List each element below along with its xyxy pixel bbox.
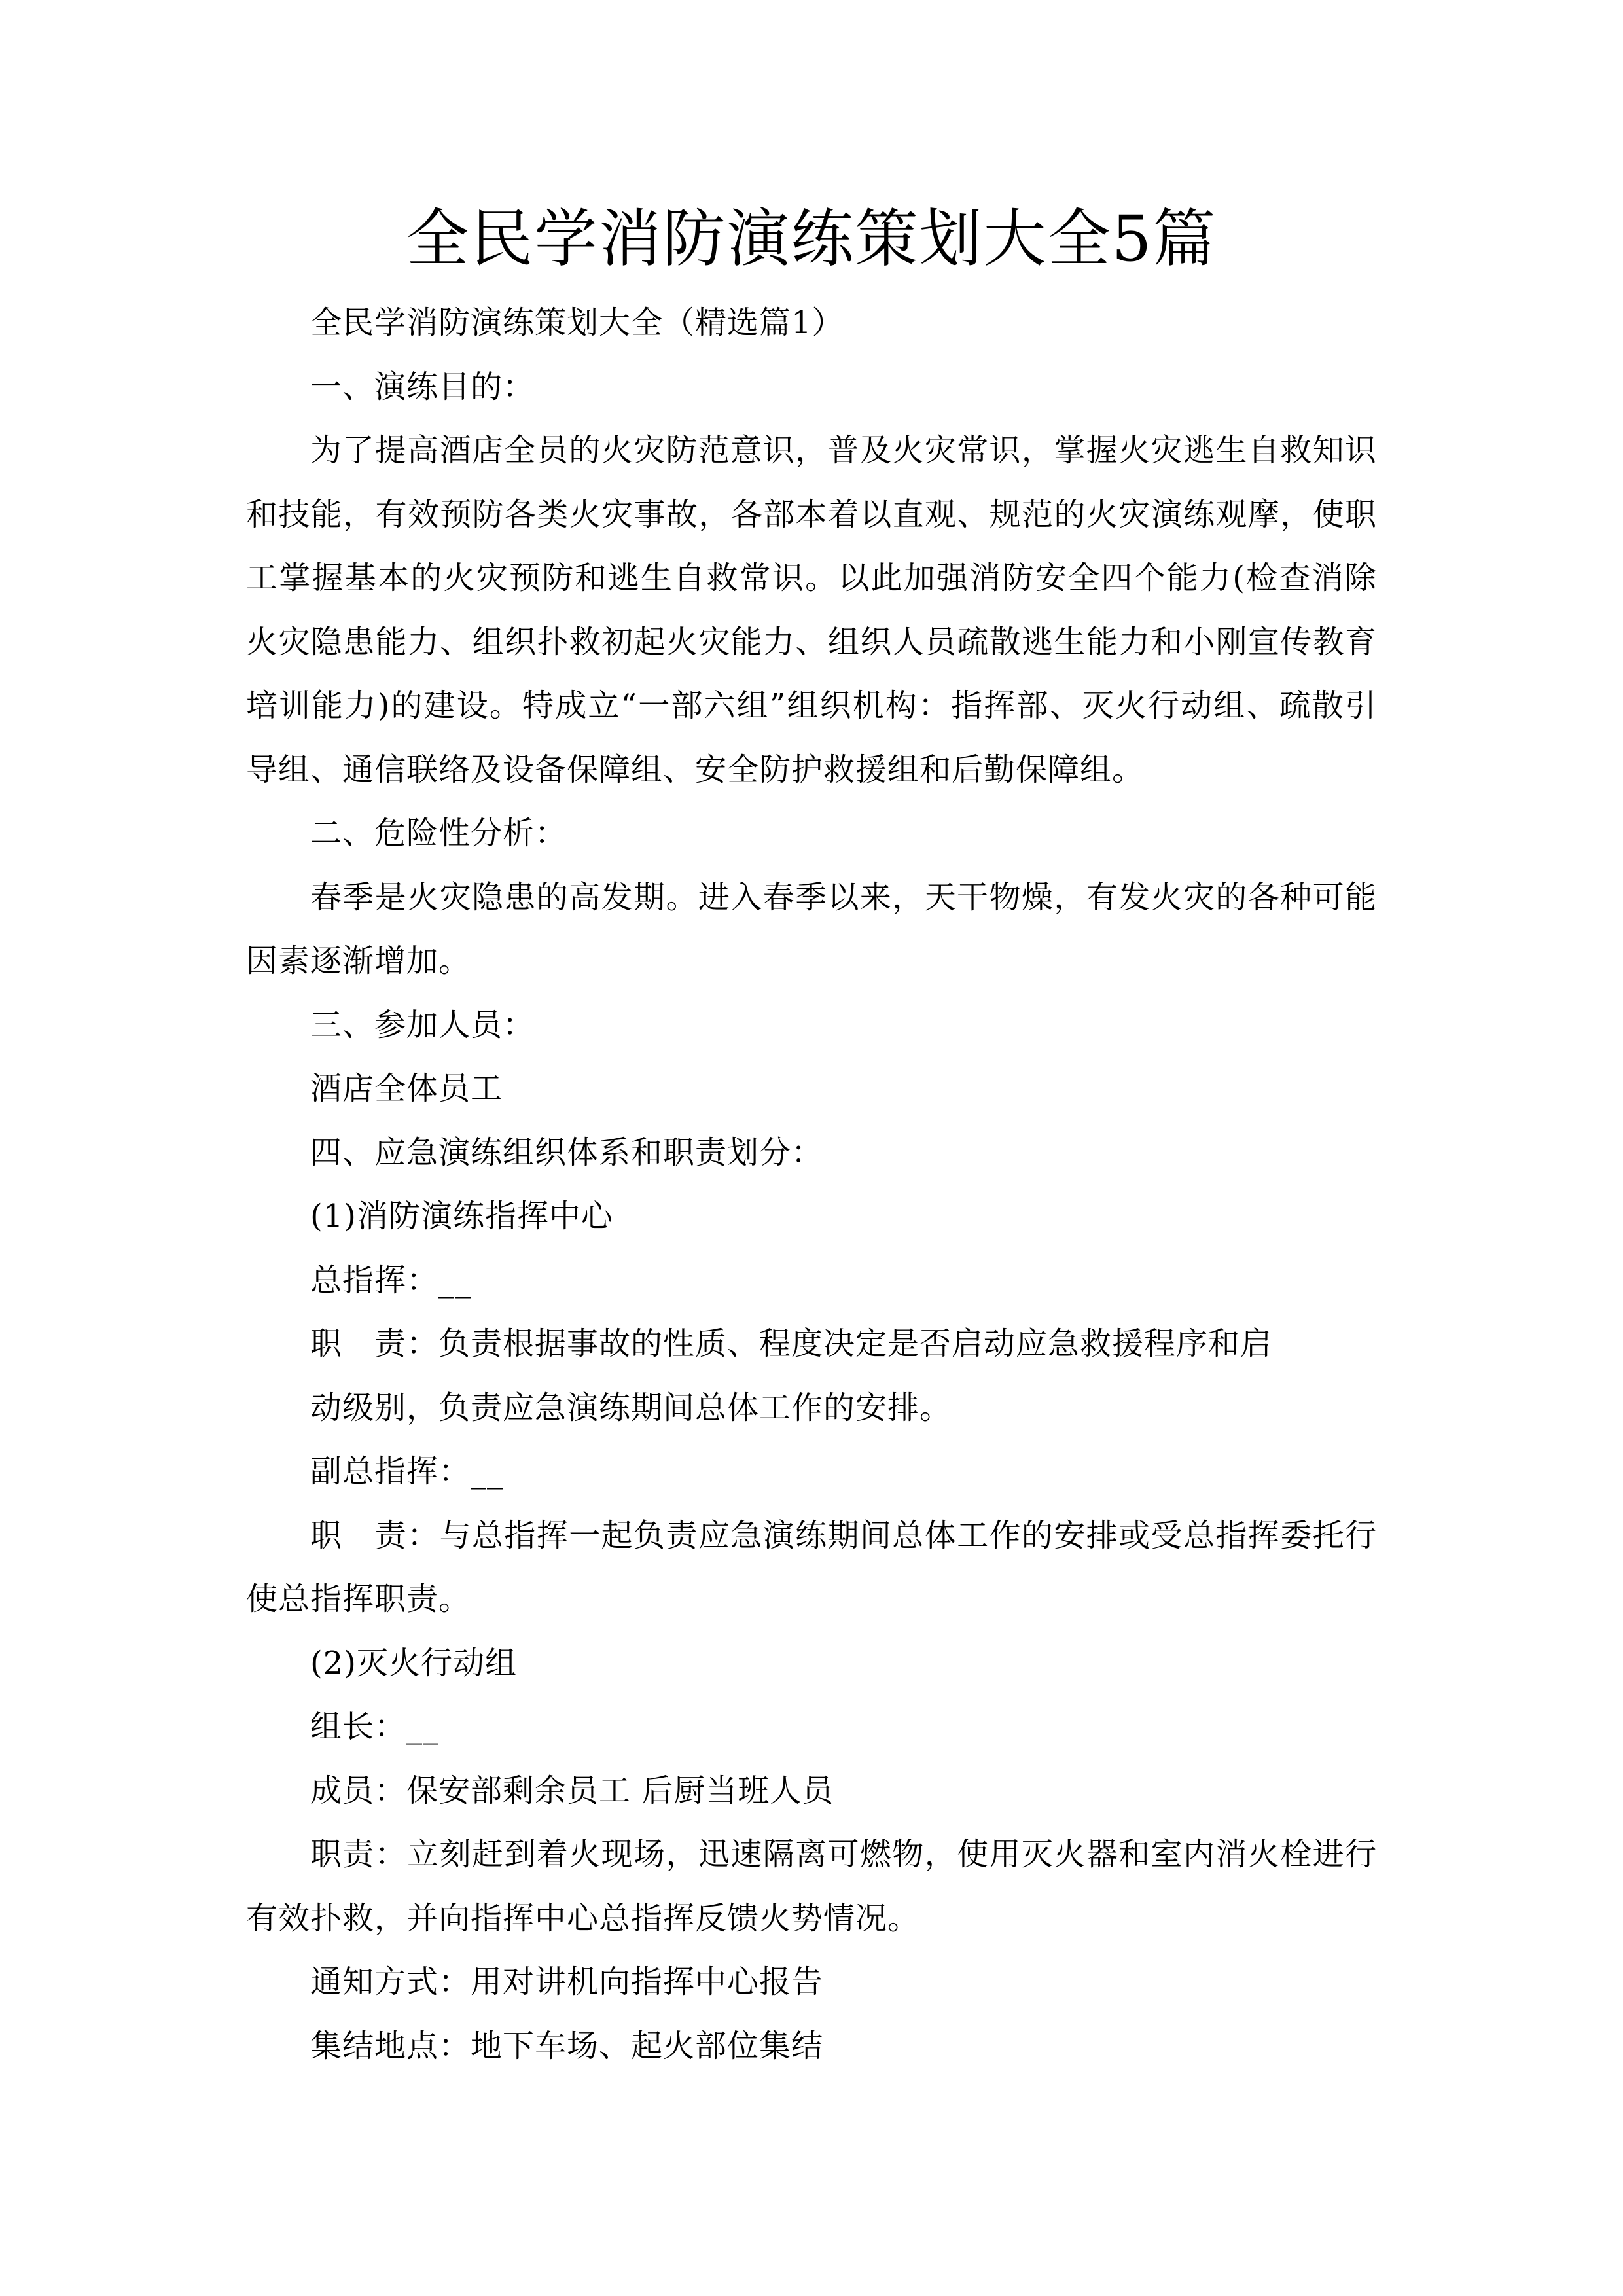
members-line: 成员：保安部剩余员工 后厨当班人员 bbox=[310, 1772, 834, 1809]
notification-method-line: 通知方式：用对讲机向指挥中心报告 bbox=[310, 1964, 824, 2000]
deputy-duty-paragraph: 职 责：与总指挥一起负责应急演练期间总体工作的安排或受总指挥委托行使总指挥职责。 bbox=[246, 1516, 1377, 1617]
subheading-command-center: (1)消防演练指挥中心 bbox=[310, 1198, 613, 1234]
section-heading-risk: 二、危险性分析： bbox=[310, 815, 567, 852]
section-heading-organization: 四、应急演练组织体系和职责划分： bbox=[310, 1134, 824, 1171]
commander-line: 总指挥：__ bbox=[310, 1261, 472, 1299]
subheading-firefighting-group: (2)灭火行动组 bbox=[310, 1644, 517, 1681]
group-leader-line: 组长：__ bbox=[310, 1708, 440, 1745]
commander-duty-line-2: 动级别，负责应急演练期间总体工作的安排。 bbox=[310, 1389, 952, 1426]
paragraph-participants: 酒店全体员工 bbox=[310, 1070, 503, 1107]
subtitle-paragraph: 全民学消防演练策划大全（精选篇1） bbox=[310, 304, 844, 341]
deputy-commander-line: 副总指挥：__ bbox=[310, 1453, 504, 1490]
assembly-point-line: 集结地点：地下车场、起火部位集结 bbox=[310, 2027, 824, 2064]
firefighting-duty-paragraph: 职责：立刻赶到着火现场，迅速隔离可燃物，使用灭火器和室内消火栓进行有效扑救，并向指挥中心总指挥反馈火势情况。 bbox=[246, 1836, 1377, 1937]
paragraph-purpose: 为了提高酒店全员的火灾防范意识，普及火灾常识，掌握火灾逃生自救知识和技能，有效预防各类火灾事故，各部本着以直观、规范的火灾演练观摩，使职工掌握基本的火灾预防和逃生自救常识。以此加强消防安全四个能力(检查消除火灾隐患能力、组织扑救初起火灾能力、组织人员疏散逃生能力和小刚宣传教育培训能力)的建设。特成立“一部六组”组织机构：指挥部、灭火行动组、疏散引导组、通信联络及设备保障组、安全防护救援组和后勤保障组。 bbox=[246, 432, 1377, 788]
document-body bbox=[246, 291, 1377, 2078]
section-heading-participants: 三、参加人员： bbox=[310, 1006, 535, 1043]
section-heading-purpose: 一、演练目的： bbox=[310, 368, 535, 405]
commander-duty-line-1: 职 责：负责根据事故的性质、程度决定是否启动应急救援程序和启 bbox=[310, 1325, 1273, 1362]
document-title: 全民学消防演练策划大全5篇 bbox=[406, 202, 1217, 276]
paragraph-risk: 春季是火灾隐患的高发期。进入春季以来，天干物燥，有发火灾的各种可能因素逐渐增加。 bbox=[246, 878, 1377, 979]
